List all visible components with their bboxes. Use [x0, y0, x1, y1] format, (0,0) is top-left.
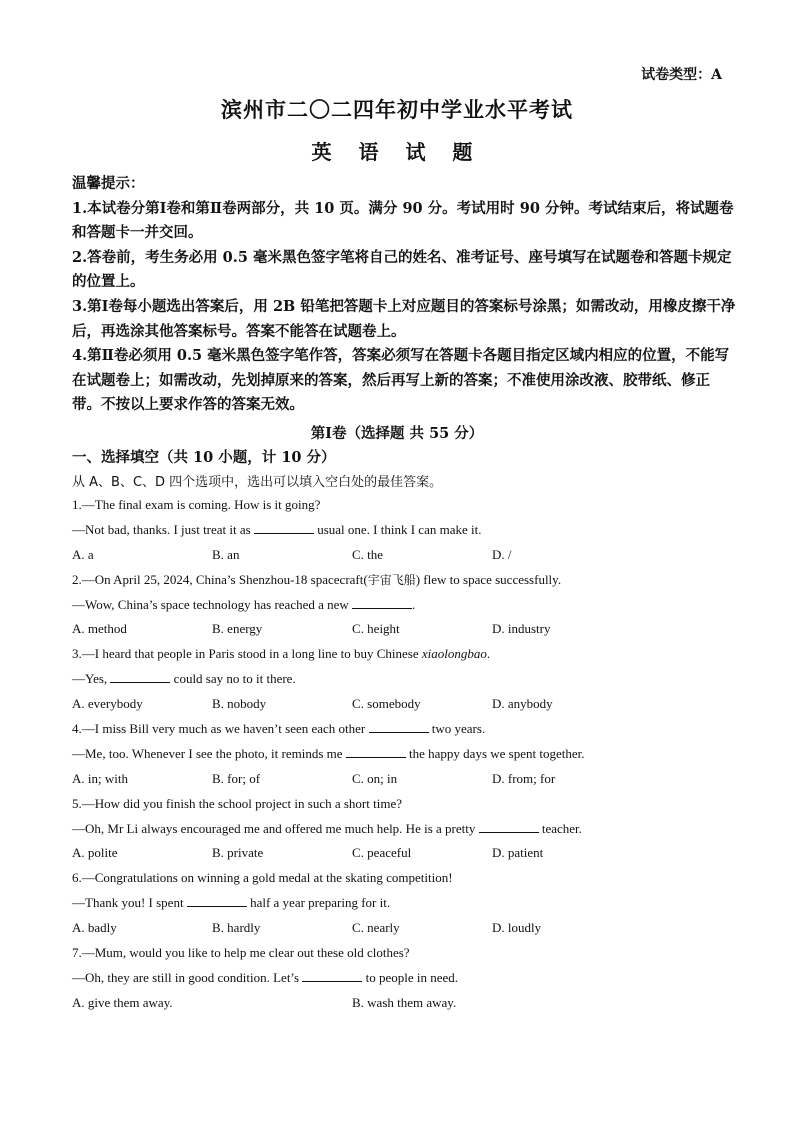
answer-blank	[254, 521, 314, 534]
option-a: A. badly	[72, 920, 117, 936]
option-row	[72, 617, 736, 642]
option-d: D. anybody	[492, 696, 553, 712]
option-row	[72, 692, 736, 717]
dialogue-text: —Wow, China’s space technology has reached a new	[72, 596, 349, 612]
part-title: 一、选择填空（共 10 小题，计 10 分）	[72, 449, 336, 466]
question-stem	[72, 568, 736, 593]
dialogue-text: half a year preparing for it.	[250, 895, 391, 911]
paper-type-label: 试卷类型：A	[641, 67, 722, 83]
option-row	[72, 767, 736, 792]
tips-heading: 温馨提示：	[72, 175, 145, 192]
dialogue-text: the happy days we spent together.	[409, 745, 585, 761]
option-d: D. /	[492, 546, 512, 562]
option-d: D. industry	[492, 621, 551, 637]
option-b: B. nobody	[212, 696, 267, 712]
question-stem	[72, 642, 736, 667]
answer-blank	[110, 670, 170, 683]
option-b: B. wash them away.	[352, 994, 457, 1010]
option-row	[72, 991, 736, 1016]
dialogue-text: could say no to it there.	[173, 671, 296, 687]
tip-item: 1.本试卷分第Ⅰ卷和第Ⅱ卷两部分，共 10 页。满分 90 分。考试用时 90 分钟。考试结束后，将试题卷和答题卡一并交回。	[72, 199, 734, 242]
option-c: C. height	[352, 621, 400, 637]
answer-blank	[479, 820, 539, 833]
answer-blank	[187, 894, 247, 907]
option-a: A. a	[72, 546, 94, 562]
tip-item: 3.第Ⅰ卷每小题选出答案后，用 2B 铅笔把答题卡上对应题目的答案标号涂黑；如需改动，用橡皮擦干净后，再选涂其他答案标号。答案不能答在试题卷上。	[72, 297, 736, 340]
answer-blank	[352, 596, 412, 609]
question-stem: 6.—Congratulations on winning a gold medal at the skating competition!	[72, 870, 453, 886]
option-b: B. hardly	[212, 920, 261, 936]
option-a: A. give them away.	[72, 994, 173, 1010]
question-stem: 7.—Mum, would you like to help me clear out these old clothes?	[72, 945, 410, 961]
question-list	[72, 493, 736, 1016]
option-b: B. energy	[212, 621, 263, 637]
option-c: C. the	[352, 546, 384, 562]
dialogue-text: to people in need.	[365, 969, 459, 985]
dialogue-text: —Thank you! I spent	[72, 895, 184, 911]
tip-item: 2.答卷前，考生务必用 0.5 毫米黑色签字笔将自己的姓名、准考证号、座号填写在试题卷和答题卡规定的位置上。	[72, 248, 732, 291]
question-dialogue	[72, 742, 736, 767]
stem-italic-word: xiaolongbao	[421, 646, 487, 662]
exam-title: 滨州市二〇二四年初中学业水平考试	[221, 97, 573, 122]
section-title: 第Ⅰ卷（选择题 共 55 分）	[310, 425, 484, 442]
option-c: C. on; in	[352, 770, 398, 786]
option-row	[72, 841, 736, 866]
stem-gloss: 宇宙飞船	[367, 572, 416, 587]
dialogue-text: usual one. I think I can make it.	[317, 521, 482, 537]
option-row	[72, 543, 736, 568]
option-a: A. method	[72, 621, 127, 637]
answer-blank	[302, 969, 362, 982]
stem-text: ) flew to space successfully.	[415, 571, 562, 587]
dialogue-text: —Not bad, thanks. I just treat it as	[72, 521, 251, 537]
question-dialogue	[72, 518, 736, 543]
answer-blank	[346, 745, 406, 758]
dialogue-text: —Oh, Mr Li always encouraged me and offered me much help. He is a pretty	[72, 820, 476, 836]
option-d: D. from; for	[492, 770, 556, 786]
dialogue-text: teacher.	[541, 820, 582, 836]
question-dialogue	[72, 966, 736, 991]
option-b: B. for; of	[212, 770, 261, 786]
answer-blank	[369, 720, 429, 733]
question-stem	[72, 717, 736, 742]
tip-item: 4.第Ⅱ卷必须用 0.5 毫米黑色签字笔作答，答案必须写在答题卡各题目指定区域内相应的位置，不能写在试题卷上；如需改动，先划掉原来的答案，然后再写上新的答案；不准使用涂改液、胶带纸、修正带。不按以上要求作答的答案无效。	[72, 347, 730, 414]
option-b: B. an	[212, 546, 240, 562]
question-stem: 5.—How did you finish the school project in such a short time?	[72, 795, 403, 811]
option-d: D. loudly	[492, 920, 542, 936]
option-row	[72, 916, 736, 941]
stem-text: 3.—I heard that people in Paris stood in a long line to buy Chinese	[72, 646, 422, 662]
stem-text: two years.	[431, 721, 486, 737]
stem-text: 4.—I miss Bill very much as we haven’t seen each other	[72, 721, 366, 737]
option-b: B. private	[212, 845, 264, 861]
option-a: A. in; with	[72, 770, 128, 786]
tips-block	[72, 172, 736, 418]
dialogue-text: —Oh, they are still in good condition. Let’s	[72, 969, 300, 985]
option-a: A. polite	[72, 845, 118, 861]
dialogue-text: .	[412, 596, 416, 612]
option-c: C. peaceful	[352, 845, 412, 861]
question-dialogue	[72, 891, 736, 916]
exam-subtitle: 英 语 试 题	[311, 140, 483, 164]
option-a: A. everybody	[72, 696, 143, 712]
question-stem: 1.—The final exam is coming. How is it going?	[72, 497, 321, 512]
dialogue-text: —Me, too. Whenever I see the photo, it reminds me	[72, 745, 343, 761]
question-dialogue	[72, 817, 736, 842]
stem-text: .	[486, 646, 491, 662]
option-c: C. nearly	[352, 920, 400, 936]
dialogue-text: —Yes,	[72, 671, 108, 687]
option-c: C. somebody	[352, 696, 421, 712]
stem-text: 2.—On April 25, 2024, China’s Shenzhou-18 spacecraft(	[72, 571, 368, 587]
option-d: D. patient	[492, 845, 544, 861]
question-dialogue	[72, 593, 736, 618]
part-instruction: 从 A、B、C、D 四个选项中，选出可以填入空白处的最佳答案。	[72, 475, 443, 490]
question-dialogue	[72, 667, 736, 692]
